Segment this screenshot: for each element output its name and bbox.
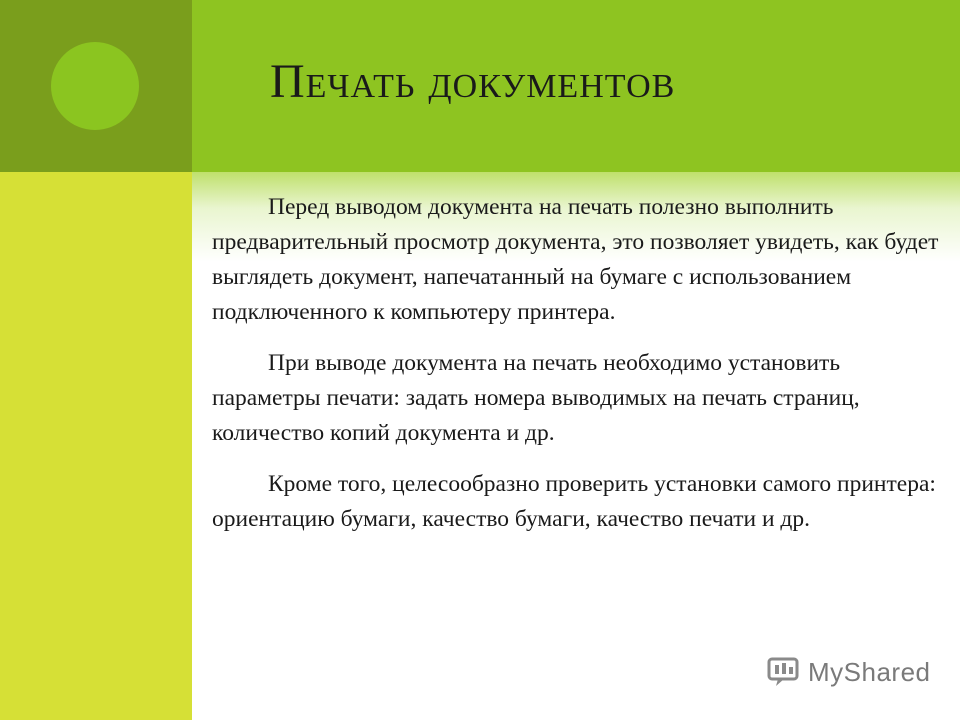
paragraph-3: Кроме того, целесообразно проверить установки самого принтера: ориентацию бумаги, качество бумаги, качество печати и др. bbox=[212, 471, 936, 532]
header-left-block bbox=[0, 0, 192, 172]
paragraph-1: Перед выводом документа на печать полезно выполнить предварительный просмотр документа, это позволяет увидеть, как будет выглядеть документ, напечатанный на бумаге с использованием подключенного к компьютеру принтера. bbox=[212, 194, 939, 325]
watermark-text: MyShared bbox=[808, 656, 931, 687]
decorative-circle bbox=[51, 42, 139, 130]
left-sidebar-band bbox=[0, 172, 192, 720]
slide-body bbox=[212, 190, 942, 553]
myshared-watermark bbox=[766, 652, 931, 692]
slide-title: Печать документов bbox=[270, 55, 676, 108]
paragraph-2: При выводе документа на печать необходимо установить параметры печати: задать номера выводимых на печать страниц, количество копий документа и др. bbox=[212, 350, 860, 446]
myshared-logo-icon bbox=[766, 654, 802, 690]
